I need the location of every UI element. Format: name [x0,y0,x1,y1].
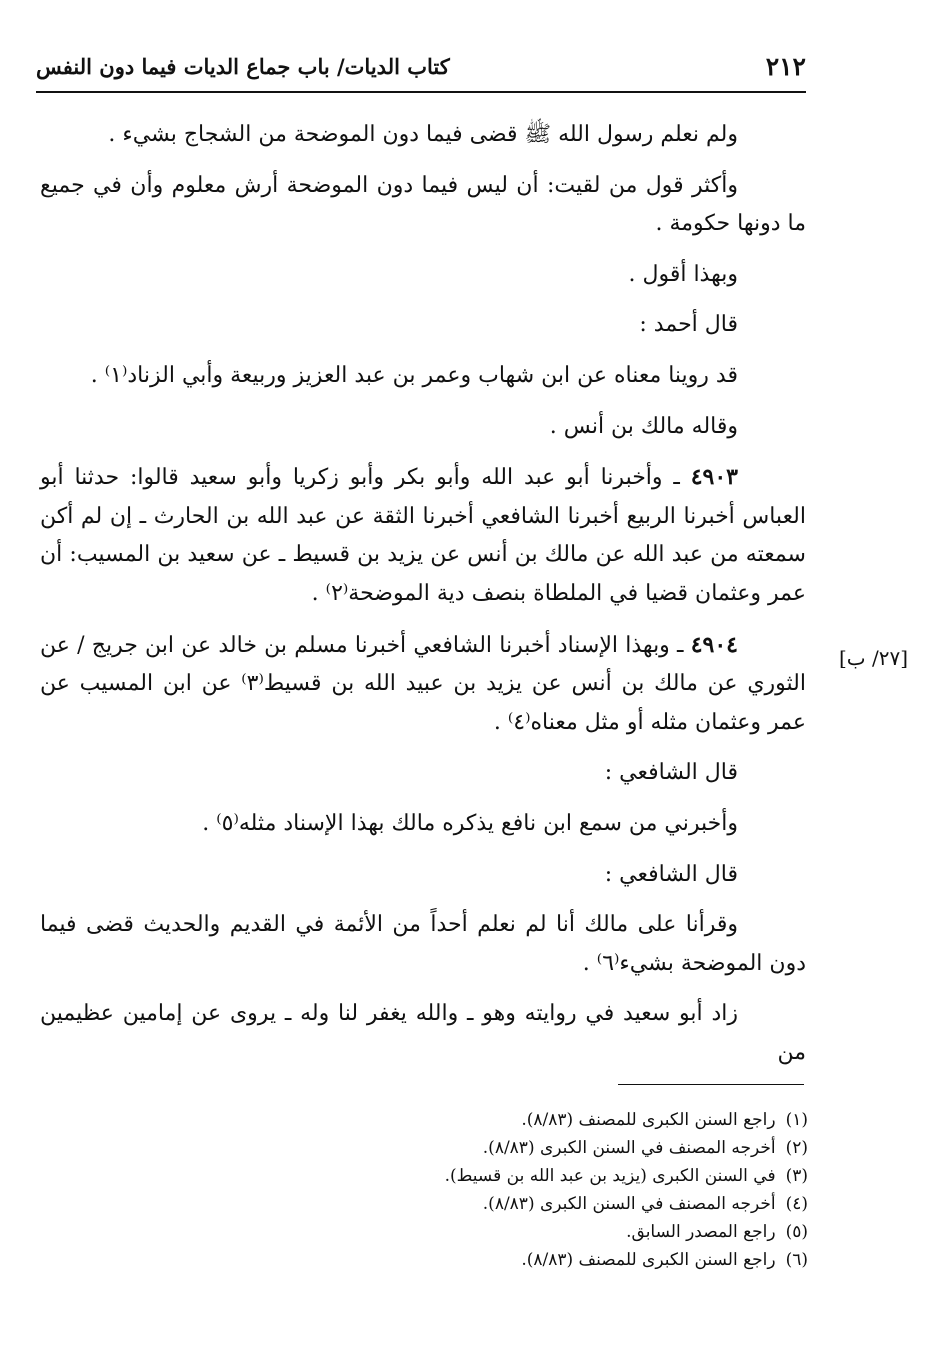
hadith-text: ـ وأخبرنا أبو عبد الله وأبو بكر وأبو زكريا وأبو سعيد قالوا: حدثنا أبو العباس أخبرنا الربيع أخبرنا الشافعي أخبرنا الثقة عن عبد الله بن الحارث ـ إن لم أكن سمعته من عبد الله عن مالك بن أنس عن يزيد بن قسيط ـ عن سعيد بن المسيب: أن عمر وعثمان قضيا في الملطاة بنصف دية الموضحة⁽٢⁾ . [40,465,806,606]
footnote-number: (٢) [785,1138,808,1158]
page-header [36,46,806,88]
paragraph: وقاله مالك بن أنس . [549,413,738,439]
paragraph: قال أحمد : [639,312,738,338]
footnote-number: (٤) [785,1194,808,1214]
footnote-text: أخرجه المصنف في السنن الكبرى (٨/٨٣). [482,1194,776,1214]
hadith-4903 [40,458,806,613]
paragraph: وقرأنا على مالك أنا لم نعلم أحداً من الأئمة في القديم والحديث قضى فيما دون الموضحة بشيء⁽٦⁾ . [40,912,806,976]
footnote [40,1106,808,1134]
footnote [40,1218,808,1246]
paragraph: قال الشافعي : [604,861,738,887]
footnote [40,1190,808,1218]
paragraph: وأخبرني من سمع ابن نافع يذكره مالك بهذا الإسناد مثله⁽٥⁾ . [202,810,738,836]
footnote-text: راجع السنن الكبرى للمصنف (٨/٨٣). [521,1110,776,1130]
footnote-number: (٦) [785,1250,808,1270]
footnote [40,1134,808,1162]
manuscript-folio-note: [٢٧/ ب] [838,646,908,670]
hadith-number: ٤٩٠٣ [690,464,738,491]
paragraph: ولم نعلم رسول الله ﷺ قضى فيما دون الموضحة من الشجاج بشيء . [108,122,738,147]
paragraph: زاد أبو سعيد في روايته وهو ـ والله يغفر لنا وله ـ يروى عن إمامين عظيمين من [40,1001,806,1065]
paragraph: قد روينا معناه عن ابن شهاب وعمر بن عبد العزيز وربيعة وأبي الزناد⁽١⁾ . [90,362,738,388]
footnote-text: راجع السنن الكبرى للمصنف (٨/٨٣). [521,1250,776,1270]
footnote-number: (١) [785,1110,808,1130]
footnote-divider [618,1084,804,1085]
paragraph: وبهذا أقول . [628,261,738,287]
hadith-number: ٤٩٠٤ [690,631,738,658]
hadith-text: ـ وبهذا الإسناد أخبرنا الشافعي أخبرنا مسلم بن خالد عن ابن جريج / عن الثوري عن مالك بن أنس عن يزيد بن عبيد الله بن قسيط⁽٣⁾ عن ابن المسيب عن عمر وعثمان مثله أو مثل معناه⁽٤⁾ . [40,632,806,735]
paragraph: قال الشافعي : [604,760,738,786]
main-text [40,116,806,1084]
header-divider [36,91,806,93]
footnote-number: (٣) [785,1166,808,1186]
paragraph: وأكثر قول من لقيت: أن ليس فيما دون الموضحة أرش معلوم وأن في جميع ما دونها حكومة . [40,172,806,237]
footnote-text: راجع المصدر السابق. [626,1222,776,1242]
footnote-number: (٥) [785,1222,808,1242]
page-number: ٢١٢ [765,52,806,81]
footnotes [40,1106,808,1274]
footnote-text: أخرجه المصنف في السنن الكبرى (٨/٨٣). [482,1138,776,1158]
hadith-4904 [40,626,806,743]
footnote-text: في السنن الكبرى (يزيد بن عبد الله بن قسيط). [444,1166,776,1186]
footnote [40,1246,808,1274]
footnote [40,1162,808,1190]
running-title: كتاب الديات/ باب جماع الديات فيما دون النفس [36,54,450,79]
